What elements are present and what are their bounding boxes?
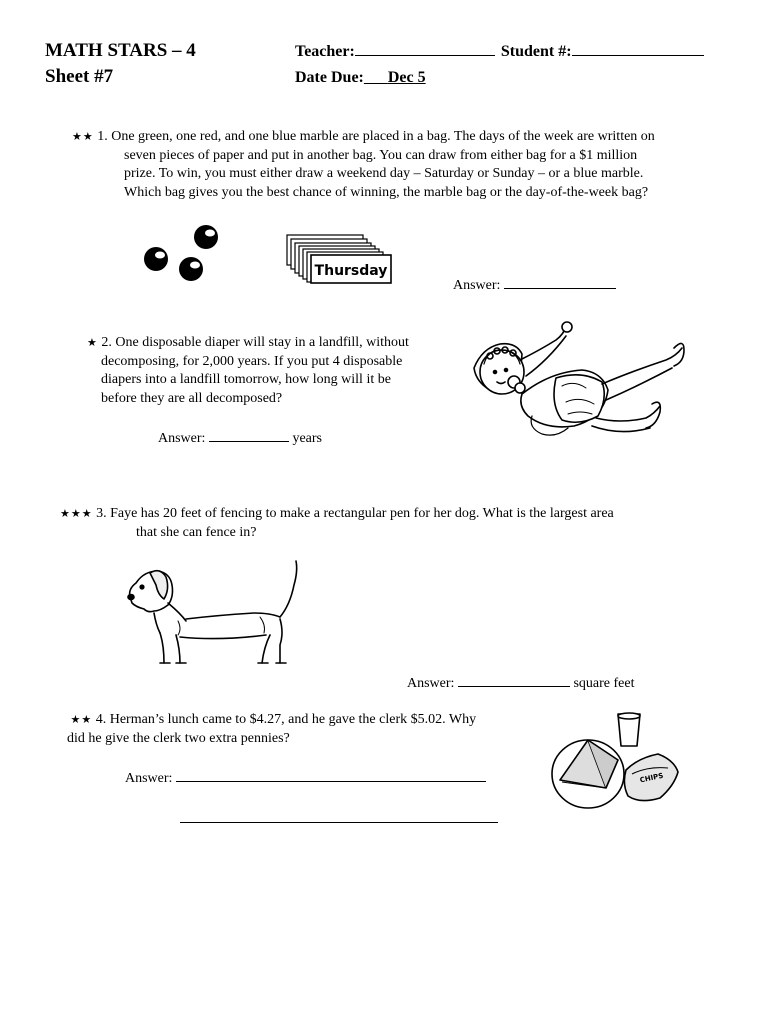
answer-1 bbox=[453, 276, 616, 295]
date-due-value: Dec 5 bbox=[387, 69, 426, 86]
question-number: 1. bbox=[97, 129, 108, 144]
question-text-line: One disposable diaper will stay in a landfill, without bbox=[115, 335, 409, 350]
answer-3-blank[interactable] bbox=[458, 674, 570, 687]
answer-2-blank[interactable] bbox=[209, 429, 289, 442]
answer-label: Answer: bbox=[158, 431, 206, 446]
dog-illustration bbox=[120, 555, 305, 670]
marble-icon bbox=[144, 247, 168, 271]
question-4 bbox=[67, 711, 537, 748]
answer-1-blank[interactable] bbox=[504, 276, 616, 289]
question-text-line: One green, one red, and one blue marble are placed in a bag. The days of the week are written on bbox=[111, 129, 655, 144]
answer-label: Answer: bbox=[407, 676, 455, 691]
answer-unit: square feet bbox=[573, 676, 635, 691]
star-rating: ★★★ bbox=[60, 508, 93, 520]
svg-text:CHIPS: CHIPS bbox=[639, 771, 665, 785]
question-2 bbox=[87, 334, 447, 408]
student-label: Student #: bbox=[500, 43, 572, 60]
question-number: 4. bbox=[95, 712, 107, 727]
question-number: 3. bbox=[96, 506, 107, 521]
marbles-illustration bbox=[140, 222, 220, 286]
question-text-line: decomposing, for 2,000 years. If you put 4 disposable bbox=[101, 353, 403, 369]
student-number-blank[interactable] bbox=[572, 43, 704, 56]
card-text: Thursday bbox=[314, 263, 388, 279]
marble-icon bbox=[194, 225, 218, 249]
teacher-blank[interactable] bbox=[355, 43, 495, 56]
star-rating: ★★ bbox=[72, 131, 94, 143]
question-1 bbox=[72, 128, 732, 202]
star-rating: ★★ bbox=[70, 714, 93, 726]
teacher-label: Teacher: bbox=[295, 43, 355, 60]
question-text-line: Herman’s lunch came to $4.27, and he gave the clerk $5.02. Why bbox=[109, 712, 477, 727]
date-due-field bbox=[295, 68, 542, 88]
question-text-line: Faye has 20 feet of fencing to make a rectangular pen for her dog. What is the largest area bbox=[110, 506, 614, 521]
answer-label: Answer: bbox=[125, 771, 173, 786]
baby-illustration bbox=[470, 320, 692, 442]
question-text-line: that she can fence in? bbox=[136, 524, 257, 540]
teacher-field bbox=[295, 42, 704, 62]
answer-label: Answer: bbox=[453, 278, 501, 293]
answer-2 bbox=[158, 429, 322, 448]
question-text-line: before they are all decomposed? bbox=[101, 390, 283, 406]
star-rating: ★ bbox=[87, 337, 98, 349]
marble-icon bbox=[179, 257, 203, 281]
answer-3 bbox=[407, 674, 634, 693]
question-text-line: seven pieces of paper and put in another bag. You can draw from either bag for a $1 million bbox=[124, 147, 638, 163]
sheet-number: Sheet #7 bbox=[45, 66, 114, 87]
question-text-line: diapers into a landfill tomorrow, how long will it be bbox=[101, 372, 391, 387]
question-text-line: did he give the clerk two extra pennies? bbox=[67, 730, 290, 746]
question-text-line: prize. To win, you must either draw a weekend day – Saturday or Sunday – or a blue marble. bbox=[124, 166, 644, 181]
question-number: 2. bbox=[101, 335, 112, 350]
answer-4-blank-line-1[interactable] bbox=[176, 769, 486, 782]
date-due-label: Date Due: bbox=[295, 69, 364, 86]
lunch-illustration bbox=[548, 710, 683, 812]
worksheet-title: MATH STARS – 4 bbox=[45, 40, 196, 61]
question-text-line: Which bag gives you the best chance of winning, the marble bag or the day-of-the-week bag? bbox=[124, 184, 649, 200]
answer-unit: years bbox=[292, 431, 322, 446]
day-cards-illustration bbox=[285, 233, 397, 287]
question-3 bbox=[60, 505, 740, 542]
answer-4-blank-line-2[interactable] bbox=[180, 810, 498, 823]
answer-4 bbox=[125, 769, 486, 788]
